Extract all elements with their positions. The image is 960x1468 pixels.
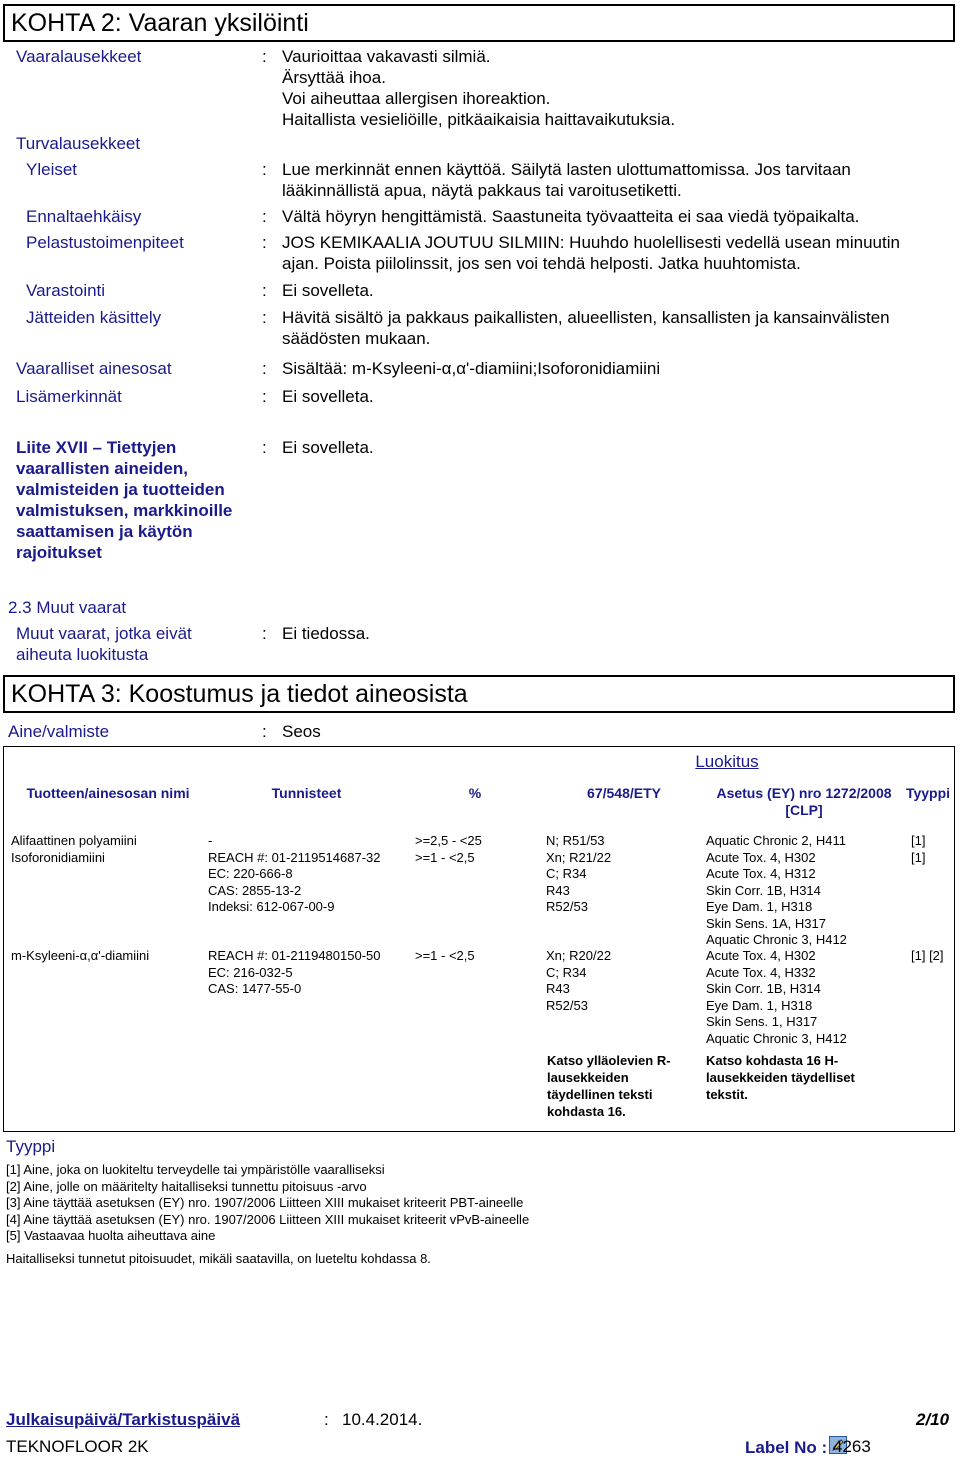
additional-label: Lisämerkinnät xyxy=(16,387,122,406)
product-name: TEKNOFLOOR 2K xyxy=(6,1437,149,1456)
cell-line: Skin Sens. 1, H317 xyxy=(706,1014,818,1029)
general-value xyxy=(282,159,942,201)
cell-line: Xn; R20/22 xyxy=(546,948,612,963)
issue-date-value: 10.4.2014. xyxy=(342,1410,423,1429)
hazard-line: Haitallista vesieliöille, pitkäaikaisia haittavaikutuksia. xyxy=(282,110,676,129)
header-67-548: 67/548/ETY xyxy=(587,785,661,801)
annex-line: valmistuksen, markkinoille xyxy=(16,501,233,520)
general-label: Yleiset xyxy=(26,160,78,179)
cell-line: CAS: 1477-55-0 xyxy=(208,981,302,996)
prevention-label: Ennaltaehkäisy xyxy=(26,207,142,226)
annex-line: saattamisen ja käytön xyxy=(16,522,193,541)
table-row-1-percent xyxy=(415,833,482,866)
label-no-label: Label No : xyxy=(745,1438,828,1457)
prevention-line: Vältä höyryn hengittämistä. Saastuneita työvaatteita ei saa viedä työpaikalta. xyxy=(282,207,860,226)
note-line: lausekkeiden xyxy=(547,1070,629,1085)
table-row-2-identifiers xyxy=(208,948,381,998)
annex-line: rajoitukset xyxy=(16,543,102,562)
cell-line: Xn; R21/22 xyxy=(546,849,612,865)
legend-item: [5] Vastaavaa huolta aiheuttava aine xyxy=(6,1228,216,1243)
note-line: täydellinen teksti xyxy=(547,1087,653,1102)
annex-xvii-value: Ei sovelleta. xyxy=(282,438,374,457)
hazardous-ingredients-value: Sisältää: m-Ksyleeni-α,α'-diamiini;Isoforonidiamiini xyxy=(282,359,661,378)
type-heading: Tyyppi xyxy=(6,1137,56,1156)
other-hazards-value: Ei tiedossa. xyxy=(282,624,370,643)
note-line: lausekkeiden täydelliset xyxy=(706,1070,855,1085)
issue-date-label: Julkaisupäivä/Tarkistuspäivä xyxy=(6,1410,241,1429)
cell-line: Aquatic Chronic 2, H411 xyxy=(706,833,846,848)
storage-label: Varastointi xyxy=(26,281,106,300)
hazard-statements-label: Vaaralausekkeet xyxy=(16,47,142,66)
table-row-2-type xyxy=(911,948,944,965)
section2-title: KOHTA 2: Vaaran yksilöinti xyxy=(3,4,955,42)
cell-line: m-Ksyleeni-α,α'-diamiini xyxy=(11,948,150,963)
cell-line: - xyxy=(208,833,213,848)
hazard-statements-value xyxy=(282,46,942,130)
composition-table xyxy=(3,746,955,1132)
table-row-2-name xyxy=(11,948,149,965)
classification-heading: Luokitus xyxy=(695,752,759,771)
legend-item: [4] Aine täyttää asetuksen (EY) nro. 1907/2006 Liitteen XIII mukaiset kriteerit vPvB-aineelle xyxy=(6,1211,530,1227)
cell-line: Skin Sens. 1A, H317 xyxy=(706,915,826,931)
r-phrases-note xyxy=(547,1052,671,1120)
colon: : xyxy=(262,438,267,457)
precautionary-statements-label: Turvalausekkeet xyxy=(16,134,141,153)
additional-value: Ei sovelleta. xyxy=(282,387,374,406)
colon: : xyxy=(262,207,267,226)
header-identifiers: Tunnisteet xyxy=(271,785,342,801)
header-clp xyxy=(704,785,904,819)
colon: : xyxy=(262,359,267,378)
section3-title: KOHTA 3: Koostumus ja tiedot aineosista xyxy=(3,675,955,713)
colon: : xyxy=(262,387,267,406)
disposal-value xyxy=(282,307,942,349)
table-row-1-name xyxy=(11,833,137,866)
response-line: ajan. Poista piilolinssit, jos sen voi tehdä helposti. Jatka huuhtomista. xyxy=(282,254,801,273)
table-row-2-percent xyxy=(415,948,475,965)
cell-line: C; R34 xyxy=(546,866,587,881)
cell-line: [1] xyxy=(911,849,926,865)
colon: : xyxy=(262,160,267,179)
cell-line: [1] [2] xyxy=(911,948,944,963)
cell-line: >=1 - <2,5 xyxy=(415,948,475,963)
cell-line: >=1 - <2,5 xyxy=(415,849,475,865)
colon: : xyxy=(262,281,267,300)
page-number: 2/10 xyxy=(916,1410,950,1429)
annex-xvii-label xyxy=(16,437,232,563)
table-row-1-67-548 xyxy=(546,833,611,916)
legend-item: [3] Aine täyttää asetuksen (EY) nro. 1907/2006 Liitteen XIII mukaiset kriteerit PBT-aineelle xyxy=(6,1195,524,1210)
label-no-value: 4263 xyxy=(833,1437,871,1456)
substance-mixture-label: Aine/valmiste xyxy=(8,722,110,741)
table-row-1-type xyxy=(911,833,925,866)
colon: : xyxy=(262,722,267,741)
storage-value: Ei sovelleta. xyxy=(282,281,374,300)
table-row-1-identifiers xyxy=(208,833,381,916)
cell-line: C; R34 xyxy=(546,964,587,980)
cell-line: Acute Tox. 4, H312 xyxy=(706,866,816,881)
cell-line: Acute Tox. 4, H302 xyxy=(706,849,816,865)
exposure-note: Haitalliseksi tunnetut pitoisuudet, mikäli saatavilla, on lueteltu kohdassa 8. xyxy=(6,1251,431,1266)
response-label: Pelastustoimenpiteet xyxy=(26,233,184,252)
cell-line: Skin Corr. 1B, H314 xyxy=(706,981,821,996)
cell-line: R52/53 xyxy=(546,997,588,1013)
header-name: Tuotteen/ainesosan nimi xyxy=(26,785,190,801)
annex-line: vaarallisten aineiden, xyxy=(16,459,188,478)
colon: : xyxy=(262,308,267,327)
legend-item: [1] Aine, joka on luokiteltu terveydelle tai ympäristölle vaaralliseksi xyxy=(6,1162,385,1177)
cell-line: Skin Corr. 1B, H314 xyxy=(706,882,821,898)
response-value xyxy=(282,232,942,274)
response-line: JOS KEMIKAALIA JOUTUU SILMIIN: Huuhdo huolellisesti vedellä usean minuutin xyxy=(282,233,900,252)
header-clp-line: Asetus (EY) nro 1272/2008 xyxy=(716,785,892,801)
substance-mixture-value: Seos xyxy=(282,722,321,741)
colon: : xyxy=(262,47,267,66)
cell-line: Eye Dam. 1, H318 xyxy=(706,899,813,914)
other-hazards-line: Muut vaarat, jotka eivät xyxy=(16,624,192,643)
other-hazards-line: aiheuta luokitusta xyxy=(16,645,149,664)
hazard-line: Voi aiheuttaa allergisen ihoreaktion. xyxy=(282,89,551,108)
cell-line: R43 xyxy=(546,882,570,898)
cell-line: Isoforonidiamiini xyxy=(11,849,105,865)
cell-line: [1] xyxy=(911,833,926,848)
cell-line: Alifaattinen polyamiini xyxy=(11,833,137,848)
cell-line: >=2,5 - <25 xyxy=(415,833,482,848)
cell-line: R43 xyxy=(546,981,570,996)
annex-line: valmisteiden ja tuotteiden xyxy=(16,480,225,499)
hazard-line: Ärsyttää ihoa. xyxy=(282,68,386,87)
cell-line: Aquatic Chronic 3, H412 xyxy=(706,932,847,947)
hazard-line: Vaurioittaa vakavasti silmiä. xyxy=(282,47,491,66)
colon: : xyxy=(262,233,267,252)
colon: : xyxy=(262,624,267,643)
annex-line: Liite XVII – Tiettyjen xyxy=(16,438,177,457)
legend-item: [2] Aine, jolle on määritelty haitalliseksi tunnettu pitoisuus -arvo xyxy=(6,1178,367,1194)
disposal-line: säädösten mukaan. xyxy=(282,329,431,348)
cell-line: EC: 220-666-8 xyxy=(208,866,293,881)
cell-line: Eye Dam. 1, H318 xyxy=(706,997,813,1013)
table-row-2-67-548 xyxy=(546,948,611,1014)
note-line: tekstit. xyxy=(706,1087,748,1102)
disposal-label: Jätteiden käsittely xyxy=(26,308,162,327)
disposal-line: Hävitä sisältö ja pakkaus paikallisten, alueellisten, kansallisten ja kansainvälisten xyxy=(282,308,890,327)
cell-line: CAS: 2855-13-2 xyxy=(208,882,302,898)
prevention-value xyxy=(282,206,942,227)
note-line: Katso kohdasta 16 H- xyxy=(706,1053,839,1068)
colon: : xyxy=(324,1410,329,1429)
table-row-1-clp xyxy=(706,833,847,949)
h-phrases-note xyxy=(706,1052,855,1103)
cell-line: REACH #: 01-2119514687-32 xyxy=(208,849,381,865)
header-clp-line: [CLP] xyxy=(785,802,823,818)
cell-line: REACH #: 01-2119480150-50 xyxy=(208,948,381,963)
other-hazards-heading: 2.3 Muut vaarat xyxy=(8,598,127,617)
header-percent: % xyxy=(468,785,482,801)
other-hazards-label xyxy=(16,623,192,665)
general-line: lääkinnällistä apua, näytä pakkaus tai varoitusetiketti. xyxy=(282,181,682,200)
cell-line: Aquatic Chronic 3, H412 xyxy=(706,1030,847,1046)
cell-line: Indeksi: 612-067-00-9 xyxy=(208,899,335,914)
cell-line: EC: 216-032-5 xyxy=(208,964,293,980)
cell-line: R52/53 xyxy=(546,899,588,914)
type-legend xyxy=(6,1162,529,1245)
hazardous-ingredients-label: Vaaralliset ainesosat xyxy=(16,359,172,378)
cell-line: Acute Tox. 4, H332 xyxy=(706,964,816,980)
cell-line: N; R51/53 xyxy=(546,833,605,848)
note-line: Katso ylläolevien R- xyxy=(547,1053,671,1068)
header-type: Tyyppi xyxy=(905,785,951,801)
note-line: kohdasta 16. xyxy=(547,1104,626,1119)
table-row-2-clp xyxy=(706,948,847,1047)
general-line: Lue merkinnät ennen käyttöä. Säilytä lasten ulottumattomissa. Jos tarvitaan xyxy=(282,160,851,179)
cell-line: Acute Tox. 4, H302 xyxy=(706,948,816,963)
